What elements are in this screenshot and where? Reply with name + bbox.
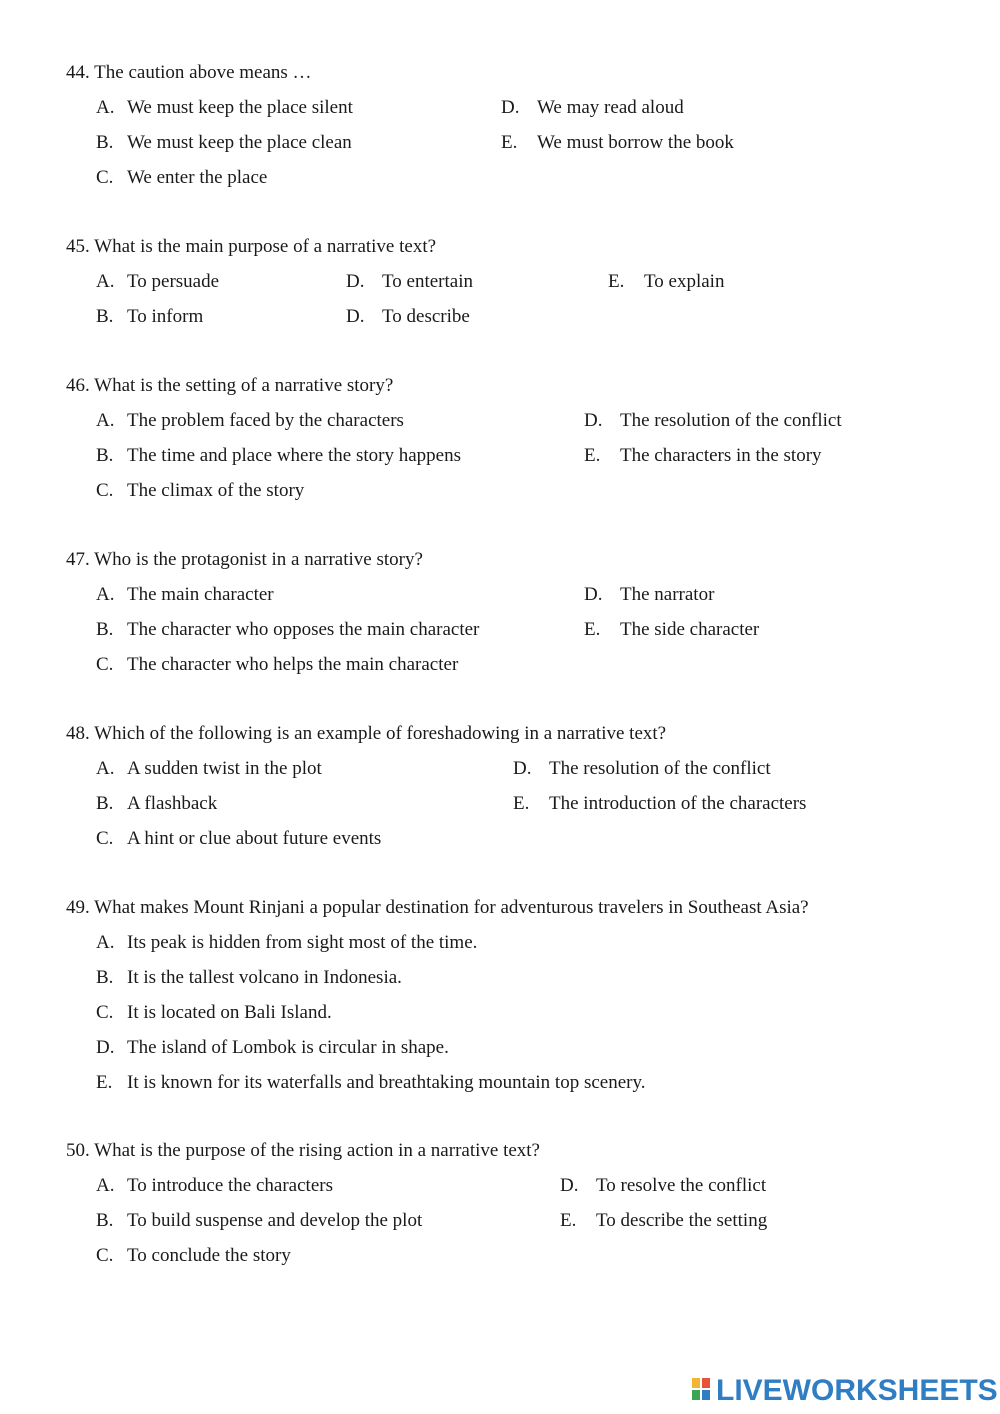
question-text: 47. Who is the protagonist in a narrative story? [66,549,423,570]
liveworksheets-logo [692,1374,998,1408]
question-text: 50. What is the purpose of the rising action in a narrative text? [66,1140,540,1161]
question-text: 49. What makes Mount Rinjani a popular destination for adventurous travelers in Southeast Asia? [66,897,809,918]
question-text: 46. What is the setting of a narrative story? [66,375,394,396]
logo-text: LIVEWORKSHEETS [716,1374,998,1407]
question-text: 45. What is the main purpose of a narrative text? [66,236,437,257]
question-text: 44. The caution above means … [66,62,312,83]
liveworksheets-logo-icon [692,1378,712,1402]
question-text: 48. Which of the following is an example of foreshadowing in a narrative text? [66,723,667,744]
